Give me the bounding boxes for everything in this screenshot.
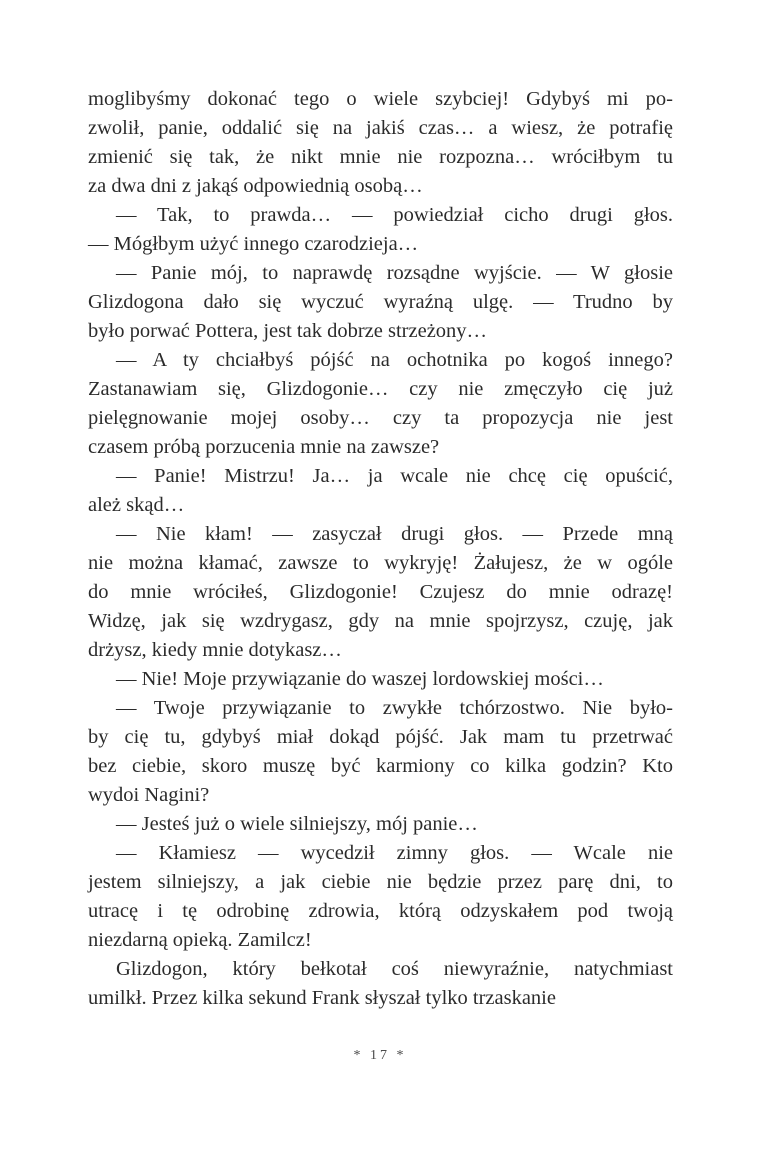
paragraph (88, 462, 673, 520)
text-line: — A ty chciałbyś pójść na ochotnika po kogoś innego? (116, 349, 673, 371)
page-number: * 17 * (353, 1048, 407, 1063)
text-line: zwolił, panie, oddalić się na jakiś czas… a wiesz, że potrafię (88, 117, 673, 139)
text-line: do mnie wróciłeś, Glizdogonie! Czujesz do mnie odrazę! (88, 581, 673, 603)
text-line: — Jesteś już o wiele silniejszy, mój panie… (116, 813, 478, 835)
text-line: by cię tu, gdybyś miał dokąd pójść. Jak mam tu przetrwać (88, 726, 673, 748)
text-line: — Panie mój, to naprawdę rozsądne wyjście. — W głosie (116, 262, 673, 284)
text-line: moglibyśmy dokonać tego o wiele szybciej! Gdybyś mi po- (88, 88, 673, 110)
paragraph (88, 665, 673, 694)
text-line: utracę i tę odrobinę zdrowia, którą odzyskałem pod twoją (88, 900, 673, 922)
text-line: — Mógłbym użyć innego czarodzieja… (88, 233, 419, 255)
text-line: niezdarną opieką. Zamilcz! (88, 929, 312, 951)
text-line: bez ciebie, skoro muszę być karmiony co kilka godzin? Kto (88, 755, 673, 777)
paragraph (88, 694, 673, 810)
text-line: drżysz, kiedy mnie dotykasz… (88, 639, 342, 661)
text-line: — Tak, to prawda… — powiedział cicho drugi głos. (116, 204, 673, 226)
text-line: Glizdogona dało się wyczuć wyraźną ulgę. — Trudno by (88, 291, 673, 313)
text-line: wydoi Nagini? (88, 784, 210, 806)
text-line: — Twoje przywiązanie to zwykłe tchórzostwo. Nie było- (116, 697, 673, 719)
paragraph (88, 346, 673, 462)
text-line: zmienić się tak, że nikt mnie nie rozpozna… wróciłbym tu (88, 146, 673, 168)
text-line: Zastanawiam się, Glizdogonie… czy nie zmęczyło cię już (88, 378, 673, 400)
paragraph (88, 839, 673, 955)
text-block (88, 85, 673, 1013)
text-line: było porwać Pottera, jest tak dobrze strzeżony… (88, 320, 488, 342)
text-line: — Panie! Mistrzu! Ja… ja wcale nie chcę cię opuścić, (116, 465, 673, 487)
text-line: — Nie kłam! — zasyczał drugi głos. — Przede mną (116, 523, 673, 545)
text-line: ależ skąd… (88, 494, 185, 516)
text-line: Widzę, jak się wzdrygasz, gdy na mnie spojrzysz, czuję, jak (88, 610, 673, 632)
paragraph (88, 85, 673, 201)
paragraph (88, 201, 673, 259)
text-line: — Kłamiesz — wycedził zimny głos. — Wcale nie (116, 842, 673, 864)
text-line: — Nie! Moje przywiązanie do waszej lordowskiej mości… (116, 668, 604, 690)
paragraph (88, 810, 673, 839)
paragraph (88, 520, 673, 665)
text-line: czasem próbą porzucenia mnie na zawsze? (88, 436, 440, 458)
text-line: za dwa dni z jakąś odpowiednią osobą… (88, 175, 423, 197)
paragraph (88, 259, 673, 346)
paragraph (88, 955, 673, 1013)
text-line: Glizdogon, który bełkotał coś niewyraźnie, natychmiast (116, 958, 673, 980)
text-line: pielęgnowanie mojej osoby… czy ta propozycja nie jest (88, 407, 673, 429)
text-line: nie można kłamać, zawsze to wykryję! Żałujesz, że w ogóle (88, 552, 673, 574)
text-line: umilkł. Przez kilka sekund Frank słyszał tylko trzaskanie (88, 987, 556, 1009)
text-line: jestem silniejszy, a jak ciebie nie będzie przez parę dni, to (88, 871, 673, 893)
